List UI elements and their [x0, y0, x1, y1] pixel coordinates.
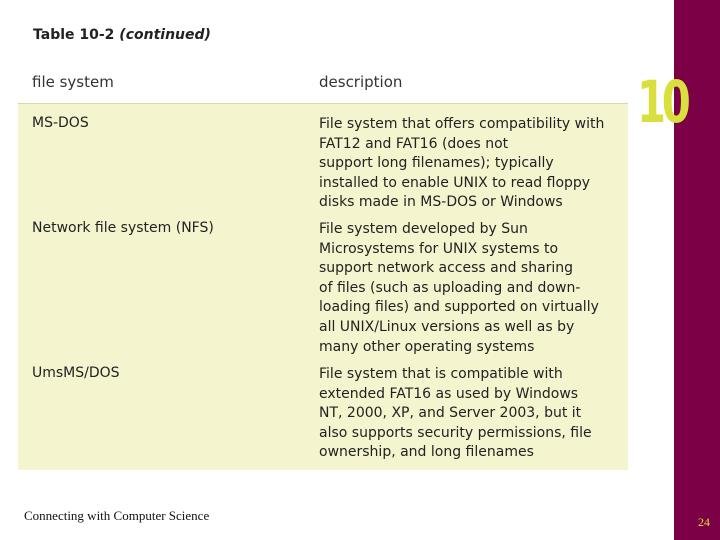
caption-emph: (continued) — [119, 27, 211, 43]
desc-line: File system that is compatible with — [319, 366, 563, 382]
table-body — [18, 104, 628, 470]
file-system-description — [319, 365, 619, 463]
chapter-number: 10 — [637, 68, 687, 136]
table-caption — [33, 27, 211, 43]
desc-line: also supports security permissions, file — [319, 424, 592, 441]
page-number: 24 — [698, 515, 710, 529]
column-header-file-system: file system — [32, 73, 114, 91]
desc-line: disks made in MS-DOS or Windows — [319, 194, 563, 211]
desc-line: File system that offers compatibility with — [319, 116, 605, 132]
column-header-description: description — [319, 73, 403, 91]
table-header — [18, 67, 628, 104]
desc-line: Microsystems for UNIX systems to — [319, 240, 559, 257]
desc-line: of files (such as uploading and down- — [319, 279, 581, 296]
desc-line: support network access and sharing — [319, 260, 574, 277]
footer-title: Connecting with Computer Science — [24, 508, 210, 523]
desc-line: loading files) and supported on virtually — [319, 299, 599, 316]
file-system-description — [319, 220, 619, 357]
desc-line: ownership, and long filenames — [319, 444, 534, 461]
desc-line: all UNIX/Linux versions as well as by — [319, 318, 575, 335]
caption-prefix: Table 10-2 — [33, 27, 120, 43]
file-system-name: Network file system (NFS) — [32, 220, 214, 236]
file-system-description — [319, 115, 619, 213]
desc-line: File system developed by Sun — [319, 221, 528, 237]
desc-line: NT, 2000, XP, and Server 2003, but it — [319, 405, 582, 422]
desc-line: extended FAT16 as used by Windows — [319, 385, 579, 402]
desc-line: support long filenames); typically — [319, 155, 554, 172]
desc-line: FAT12 and FAT16 (does not — [319, 135, 509, 152]
file-system-name: UmsMS/DOS — [32, 365, 120, 381]
file-system-name: MS-DOS — [32, 115, 89, 131]
desc-line: many other operating systems — [319, 338, 535, 355]
file-system-table — [18, 67, 628, 470]
desc-line: installed to enable UNIX to read floppy — [319, 174, 591, 191]
